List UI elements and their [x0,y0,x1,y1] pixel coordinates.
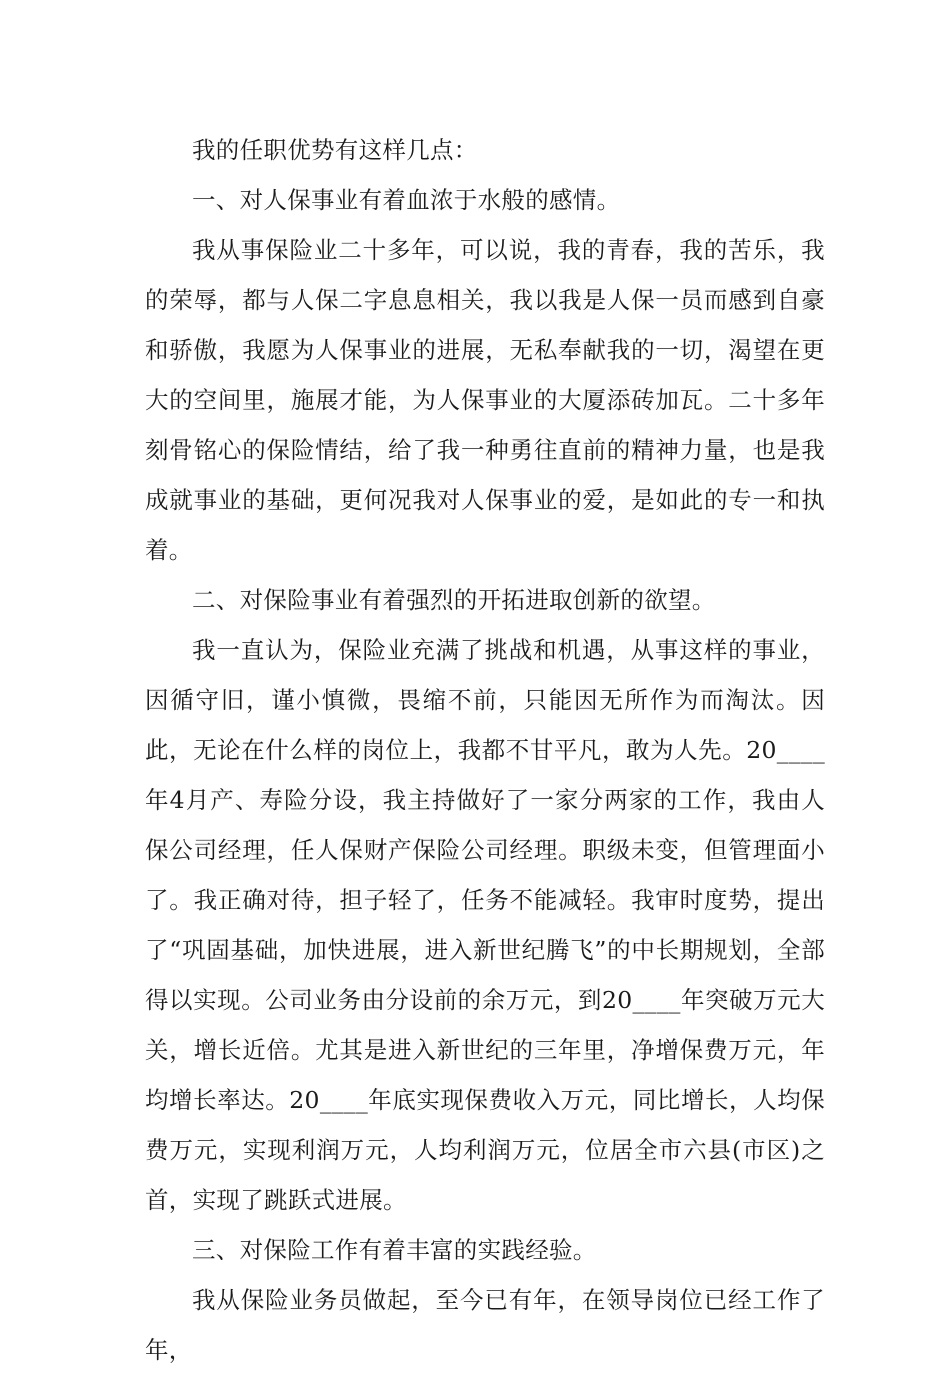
paragraph-point-one: 我从事保险业二十多年，可以说，我的青春，我的苦乐，我的荣辱，都与人保二字息息相关，我以我是人保一员而感到自豪和骄傲，我愿为人保事业的进展，无私奉献我的一切，渴望在更大的空间里，施展才能，为人保事业的大厦添砖加瓦。二十多年刻骨铭心的保险情结，给了我一种勇往直前的精神力量，也是我成就事业的基础，更何况我对人保事业的爱，是如此的专一和执着。 [145,236,825,564]
heading-point-one: 一、对人保事业有着血浓于水般的感情。 [192,186,621,214]
paragraph-point-two: 我一直认为，保险业充满了挑战和机遇，从事这样的事业，因循守旧，谨小慎微，畏缩不前，只能因无所作为而淘汰。因此，无论在什么样的岗位上，我都不甘平凡，敢为人先。20____年4月产、寿险分设，我主持做好了一家分两家的工作，我由人保公司经理，任人保财产保险公司经理。职级未变，但管理面小了。我正确对待，担子轻了，任务不能减轻。我审时度势，提出了“巩固基础，加快进展，进入新世纪腾飞”的中长期规划，全部得以实现。公司业务由分设前的余万元，到20____年突破万元大关，增长近倍。尤其是进入新世纪的三年里，净增保费万元，年均增长率达。20____年底实现保费收入万元，同比增长，人均保费万元，实现利润万元，人均利润万元，位居全市六县(市区)之首，实现了跳跃式进展。 [145,636,825,1214]
paragraph-intro: 我的任职优势有这样几点： [192,136,478,164]
document-body [145,125,825,1375]
heading-point-three: 三、对保险工作有着丰富的实践经验。 [192,1236,597,1264]
paragraph-point-three: 我从保险业务员做起，至今已有年，在领导岗位已经工作了年， [145,1286,825,1364]
heading-point-two: 二、对保险事业有着强烈的开拓进取创新的欲望。 [192,586,716,614]
